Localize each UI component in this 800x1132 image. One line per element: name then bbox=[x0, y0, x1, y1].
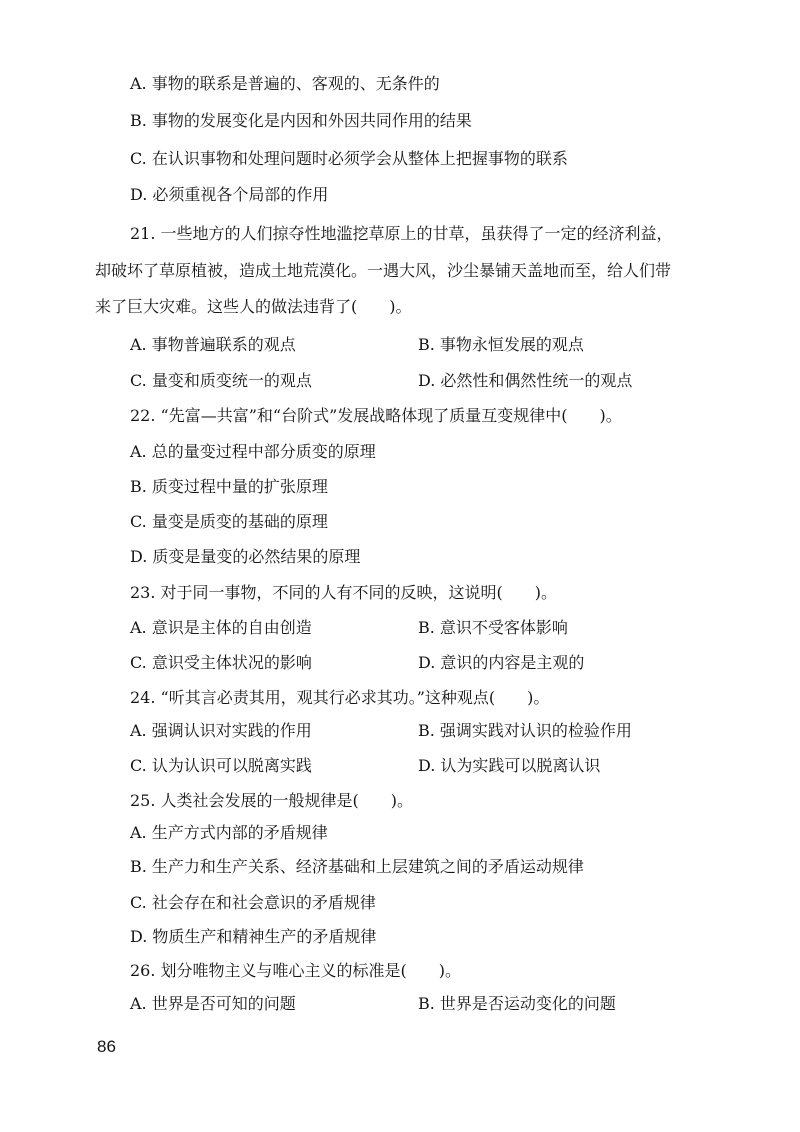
q25-stem: 25. 人类社会发展的一般规律是( )。 bbox=[130, 791, 414, 810]
q22-stem: 22. “先富—共富”和“台阶式”发展战略体现了质量互变规律中( )。 bbox=[130, 406, 622, 425]
q22-option-d: D. 质变是量变的必然结果的原理 bbox=[130, 547, 361, 566]
q22-option-a: A. 总的量变过程中部分质变的原理 bbox=[130, 442, 376, 461]
q20-option-a: A. 事物的联系是普遍的、客观的、无条件的 bbox=[130, 74, 440, 93]
page-number: 86 bbox=[97, 1037, 116, 1056]
q20-option-c: C. 在认识事物和处理问题时必须学会从整体上把握事物的联系 bbox=[130, 149, 568, 168]
q23-stem: 23. 对于同一事物，不同的人有不同的反映，这说明( )。 bbox=[130, 583, 558, 602]
q21-stem-line-2: 却破坏了草原植被，造成土地荒漠化。一遇大风，沙尘暴铺天盖地而至，给人们带 bbox=[95, 261, 672, 280]
q23-option-d: D. 意识的内容是主观的 bbox=[418, 653, 585, 672]
q24-stem: 24. “听其言必责其用，观其行必求其功。”这种观点( )。 bbox=[130, 688, 550, 707]
q22-option-b: B. 质变过程中量的扩张原理 bbox=[130, 477, 328, 496]
q24-option-c: C. 认为认识可以脱离实践 bbox=[130, 756, 312, 775]
q24-option-a: A. 强调认识对实践的作用 bbox=[130, 721, 312, 740]
q21-option-d: D. 必然性和偶然性统一的观点 bbox=[418, 371, 633, 390]
q26-option-b: B. 世界是否运动变化的问题 bbox=[418, 994, 616, 1013]
q23-option-c: C. 意识受主体状况的影响 bbox=[130, 653, 312, 672]
q25-option-b: B. 生产力和生产关系、经济基础和上层建筑之间的矛盾运动规律 bbox=[130, 857, 584, 876]
q21-option-c: C. 量变和质变统一的观点 bbox=[130, 371, 312, 390]
q25-option-c: C. 社会存在和社会意识的矛盾规律 bbox=[130, 893, 376, 912]
q21-option-a: A. 事物普遍联系的观点 bbox=[130, 335, 296, 354]
q25-option-a: A. 生产方式内部的矛盾规律 bbox=[130, 823, 328, 842]
q25-option-d: D. 物质生产和精神生产的矛盾规律 bbox=[130, 927, 377, 946]
q26-stem: 26. 划分唯物主义与唯心主义的标准是( )。 bbox=[130, 961, 462, 980]
q24-option-d: D. 认为实践可以脱离认识 bbox=[418, 756, 601, 775]
q26-option-a: A. 世界是否可知的问题 bbox=[130, 994, 296, 1013]
q21-option-b: B. 事物永恒发展的观点 bbox=[418, 335, 584, 354]
q23-option-b: B. 意识不受客体影响 bbox=[418, 618, 568, 637]
q24-option-b: B. 强调实践对认识的检验作用 bbox=[418, 721, 632, 740]
q22-option-c: C. 量变是质变的基础的原理 bbox=[130, 512, 328, 531]
q20-option-d: D. 必须重视各个局部的作用 bbox=[130, 185, 329, 204]
q20-option-b: B. 事物的发展变化是内因和外因共同作用的结果 bbox=[130, 111, 472, 130]
q21-stem-line-3: 来了巨大灾难。这些人的做法违背了( )。 bbox=[95, 297, 412, 316]
q23-option-a: A. 意识是主体的自由创造 bbox=[130, 618, 312, 637]
q21-stem-line-1: 21. 一些地方的人们掠夺性地滥挖草原上的甘草，虽获得了一定的经济利益， bbox=[130, 224, 673, 243]
